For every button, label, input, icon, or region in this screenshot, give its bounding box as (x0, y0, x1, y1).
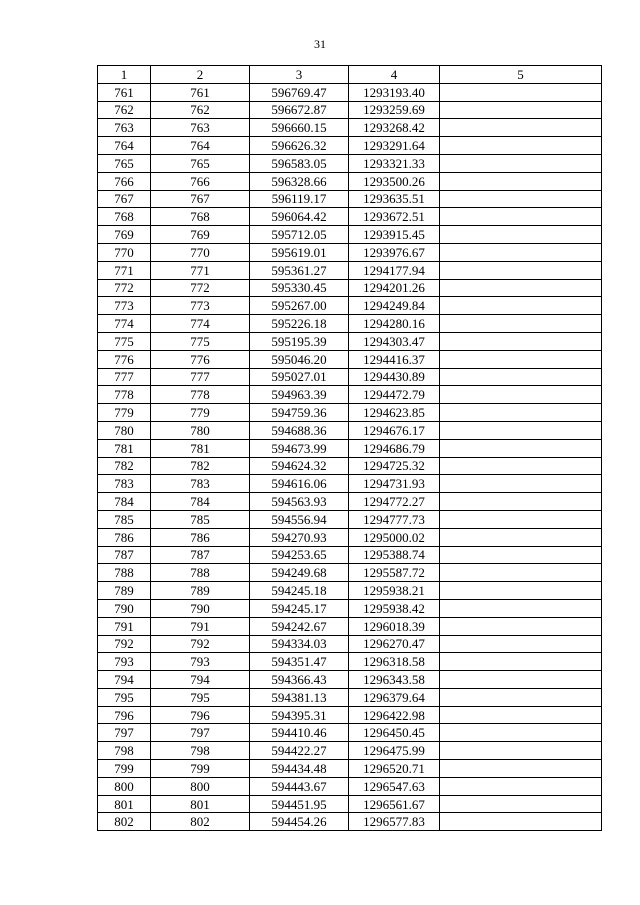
point-number-cell: 766 (98, 172, 151, 190)
table-row (98, 137, 602, 155)
y-coordinate-cell: 1294280.16 (349, 315, 440, 333)
point-number-cell: 775 (98, 332, 151, 350)
note-cell (440, 172, 602, 190)
point-number-cell: 798 (98, 742, 151, 760)
point-number-cell: 796 (98, 706, 151, 724)
note-cell (440, 261, 602, 279)
x-coordinate-cell: 594624.32 (250, 457, 349, 475)
table-row (98, 439, 602, 457)
point-id-cell: 785 (151, 510, 250, 528)
point-id-cell: 782 (151, 457, 250, 475)
point-id-cell: 766 (151, 172, 250, 190)
note-cell (440, 688, 602, 706)
x-coordinate-cell: 594381.13 (250, 688, 349, 706)
point-id-cell: 798 (151, 742, 250, 760)
x-coordinate-cell: 594443.67 (250, 777, 349, 795)
point-id-cell: 793 (151, 653, 250, 671)
point-number-cell: 782 (98, 457, 151, 475)
point-number-cell: 784 (98, 493, 151, 511)
y-coordinate-cell: 1296561.67 (349, 795, 440, 813)
x-coordinate-cell: 594616.06 (250, 475, 349, 493)
note-cell (440, 315, 602, 333)
note-cell (440, 243, 602, 261)
x-coordinate-cell: 594245.17 (250, 599, 349, 617)
table-row (98, 83, 602, 101)
point-number-cell: 776 (98, 350, 151, 368)
table-row (98, 777, 602, 795)
point-number-cell: 794 (98, 671, 151, 689)
column-header-3: 3 (250, 66, 349, 84)
table-row (98, 564, 602, 582)
table-row (98, 546, 602, 564)
table-row (98, 813, 602, 831)
y-coordinate-cell: 1293259.69 (349, 101, 440, 119)
table-row (98, 208, 602, 226)
note-cell (440, 617, 602, 635)
point-number-cell: 788 (98, 564, 151, 582)
y-coordinate-cell: 1294430.89 (349, 368, 440, 386)
y-coordinate-cell: 1293635.51 (349, 190, 440, 208)
table-row (98, 404, 602, 422)
y-coordinate-cell: 1293500.26 (349, 172, 440, 190)
note-cell (440, 635, 602, 653)
x-coordinate-cell: 594249.68 (250, 564, 349, 582)
y-coordinate-cell: 1296318.58 (349, 653, 440, 671)
y-coordinate-cell: 1294416.37 (349, 350, 440, 368)
point-number-cell: 765 (98, 154, 151, 172)
x-coordinate-cell: 594270.93 (250, 528, 349, 546)
note-cell (440, 795, 602, 813)
point-number-cell: 792 (98, 635, 151, 653)
note-cell (440, 226, 602, 244)
page-number: 31 (314, 37, 326, 51)
point-id-cell: 788 (151, 564, 250, 582)
note-cell (440, 599, 602, 617)
y-coordinate-cell: 1296450.45 (349, 724, 440, 742)
table-row (98, 190, 602, 208)
point-number-cell: 779 (98, 404, 151, 422)
y-coordinate-cell: 1294472.79 (349, 386, 440, 404)
y-coordinate-cell: 1294249.84 (349, 297, 440, 315)
x-coordinate-cell: 595267.00 (250, 297, 349, 315)
note-cell (440, 706, 602, 724)
x-coordinate-cell: 594759.36 (250, 404, 349, 422)
point-id-cell: 792 (151, 635, 250, 653)
point-id-cell: 795 (151, 688, 250, 706)
point-id-cell: 783 (151, 475, 250, 493)
point-number-cell: 773 (98, 297, 151, 315)
point-number-cell: 762 (98, 101, 151, 119)
table-row (98, 101, 602, 119)
table-row (98, 261, 602, 279)
column-header-4: 4 (349, 66, 440, 84)
point-id-cell: 800 (151, 777, 250, 795)
point-number-cell: 767 (98, 190, 151, 208)
y-coordinate-cell: 1296270.47 (349, 635, 440, 653)
point-id-cell: 777 (151, 368, 250, 386)
y-coordinate-cell: 1293321.33 (349, 154, 440, 172)
note-cell (440, 546, 602, 564)
y-coordinate-cell: 1294177.94 (349, 261, 440, 279)
point-id-cell: 789 (151, 582, 250, 600)
point-number-cell: 800 (98, 777, 151, 795)
point-id-cell: 786 (151, 528, 250, 546)
point-id-cell: 784 (151, 493, 250, 511)
point-number-cell: 769 (98, 226, 151, 244)
note-cell (440, 386, 602, 404)
x-coordinate-cell: 595226.18 (250, 315, 349, 333)
x-coordinate-cell: 594351.47 (250, 653, 349, 671)
point-id-cell: 768 (151, 208, 250, 226)
x-coordinate-cell: 595195.39 (250, 332, 349, 350)
point-id-cell: 797 (151, 724, 250, 742)
x-coordinate-cell: 594253.65 (250, 546, 349, 564)
point-id-cell: 763 (151, 119, 250, 137)
y-coordinate-cell: 1295388.74 (349, 546, 440, 564)
table-row (98, 493, 602, 511)
point-number-cell: 772 (98, 279, 151, 297)
table-row (98, 457, 602, 475)
point-number-cell: 768 (98, 208, 151, 226)
table-row (98, 742, 602, 760)
point-id-cell: 791 (151, 617, 250, 635)
point-id-cell: 801 (151, 795, 250, 813)
point-id-cell: 794 (151, 671, 250, 689)
x-coordinate-cell: 594563.93 (250, 493, 349, 511)
point-number-cell: 761 (98, 83, 151, 101)
y-coordinate-cell: 1296343.58 (349, 671, 440, 689)
y-coordinate-cell: 1293193.40 (349, 83, 440, 101)
point-number-cell: 780 (98, 421, 151, 439)
x-coordinate-cell: 594673.99 (250, 439, 349, 457)
point-id-cell: 769 (151, 226, 250, 244)
x-coordinate-cell: 594963.39 (250, 386, 349, 404)
x-coordinate-cell: 596769.47 (250, 83, 349, 101)
note-cell (440, 279, 602, 297)
note-cell (440, 742, 602, 760)
note-cell (440, 137, 602, 155)
point-number-cell: 802 (98, 813, 151, 831)
x-coordinate-cell: 596328.66 (250, 172, 349, 190)
y-coordinate-cell: 1296018.39 (349, 617, 440, 635)
y-coordinate-cell: 1293976.67 (349, 243, 440, 261)
table-row (98, 795, 602, 813)
note-cell (440, 119, 602, 137)
point-number-cell: 770 (98, 243, 151, 261)
point-id-cell: 762 (151, 101, 250, 119)
point-number-cell: 791 (98, 617, 151, 635)
point-id-cell: 790 (151, 599, 250, 617)
y-coordinate-cell: 1294676.17 (349, 421, 440, 439)
x-coordinate-cell: 594688.36 (250, 421, 349, 439)
note-cell (440, 83, 602, 101)
point-id-cell: 778 (151, 386, 250, 404)
column-header-1: 1 (98, 66, 151, 84)
point-number-cell: 799 (98, 760, 151, 778)
table-row (98, 671, 602, 689)
table-row (98, 421, 602, 439)
y-coordinate-cell: 1295938.42 (349, 599, 440, 617)
point-number-cell: 786 (98, 528, 151, 546)
point-number-cell: 795 (98, 688, 151, 706)
point-number-cell: 789 (98, 582, 151, 600)
point-id-cell: 767 (151, 190, 250, 208)
table-row (98, 386, 602, 404)
point-number-cell: 783 (98, 475, 151, 493)
point-number-cell: 777 (98, 368, 151, 386)
point-number-cell: 764 (98, 137, 151, 155)
y-coordinate-cell: 1295587.72 (349, 564, 440, 582)
point-id-cell: 761 (151, 83, 250, 101)
x-coordinate-cell: 596064.42 (250, 208, 349, 226)
y-coordinate-cell: 1293672.51 (349, 208, 440, 226)
point-number-cell: 793 (98, 653, 151, 671)
x-coordinate-cell: 596583.05 (250, 154, 349, 172)
table-row (98, 760, 602, 778)
header-row (98, 66, 602, 84)
note-cell (440, 297, 602, 315)
x-coordinate-cell: 594245.18 (250, 582, 349, 600)
point-number-cell: 778 (98, 386, 151, 404)
point-number-cell: 787 (98, 546, 151, 564)
table-row (98, 582, 602, 600)
point-id-cell: 775 (151, 332, 250, 350)
point-number-cell: 771 (98, 261, 151, 279)
x-coordinate-cell: 595712.05 (250, 226, 349, 244)
note-cell (440, 154, 602, 172)
table-row (98, 350, 602, 368)
y-coordinate-cell: 1293915.45 (349, 226, 440, 244)
y-coordinate-cell: 1294777.73 (349, 510, 440, 528)
note-cell (440, 101, 602, 119)
x-coordinate-cell: 595330.45 (250, 279, 349, 297)
x-coordinate-cell: 594422.27 (250, 742, 349, 760)
y-coordinate-cell: 1296475.99 (349, 742, 440, 760)
table-row (98, 243, 602, 261)
table-row (98, 724, 602, 742)
table-row (98, 528, 602, 546)
y-coordinate-cell: 1296379.64 (349, 688, 440, 706)
y-coordinate-cell: 1293268.42 (349, 119, 440, 137)
x-coordinate-cell: 596119.17 (250, 190, 349, 208)
point-number-cell: 781 (98, 439, 151, 457)
table-row (98, 226, 602, 244)
x-coordinate-cell: 594242.67 (250, 617, 349, 635)
column-header-2: 2 (151, 66, 250, 84)
table-body (98, 83, 602, 830)
x-coordinate-cell: 594395.31 (250, 706, 349, 724)
note-cell (440, 777, 602, 795)
note-cell (440, 528, 602, 546)
x-coordinate-cell: 594451.95 (250, 795, 349, 813)
x-coordinate-cell: 594410.46 (250, 724, 349, 742)
table-row (98, 172, 602, 190)
x-coordinate-cell: 594454.26 (250, 813, 349, 831)
table-header (98, 66, 602, 84)
point-id-cell: 776 (151, 350, 250, 368)
y-coordinate-cell: 1296577.83 (349, 813, 440, 831)
table-row (98, 315, 602, 333)
note-cell (440, 475, 602, 493)
point-id-cell: 802 (151, 813, 250, 831)
note-cell (440, 457, 602, 475)
note-cell (440, 421, 602, 439)
point-number-cell: 797 (98, 724, 151, 742)
table-row (98, 368, 602, 386)
note-cell (440, 368, 602, 386)
y-coordinate-cell: 1294201.26 (349, 279, 440, 297)
note-cell (440, 350, 602, 368)
y-coordinate-cell: 1294303.47 (349, 332, 440, 350)
table-row (98, 510, 602, 528)
y-coordinate-cell: 1296520.71 (349, 760, 440, 778)
point-id-cell: 773 (151, 297, 250, 315)
note-cell (440, 760, 602, 778)
note-cell (440, 208, 602, 226)
x-coordinate-cell: 596660.15 (250, 119, 349, 137)
y-coordinate-cell: 1294686.79 (349, 439, 440, 457)
note-cell (440, 493, 602, 511)
note-cell (440, 724, 602, 742)
point-number-cell: 801 (98, 795, 151, 813)
table-row (98, 475, 602, 493)
x-coordinate-cell: 596626.32 (250, 137, 349, 155)
x-coordinate-cell: 595361.27 (250, 261, 349, 279)
point-number-cell: 785 (98, 510, 151, 528)
table-row (98, 617, 602, 635)
note-cell (440, 813, 602, 831)
point-id-cell: 781 (151, 439, 250, 457)
y-coordinate-cell: 1294623.85 (349, 404, 440, 422)
point-id-cell: 764 (151, 137, 250, 155)
note-cell (440, 439, 602, 457)
point-id-cell: 796 (151, 706, 250, 724)
table-row (98, 279, 602, 297)
y-coordinate-cell: 1295938.21 (349, 582, 440, 600)
note-cell (440, 582, 602, 600)
point-id-cell: 774 (151, 315, 250, 333)
y-coordinate-cell: 1294772.27 (349, 493, 440, 511)
x-coordinate-cell: 594366.43 (250, 671, 349, 689)
point-id-cell: 770 (151, 243, 250, 261)
y-coordinate-cell: 1295000.02 (349, 528, 440, 546)
point-number-cell: 774 (98, 315, 151, 333)
x-coordinate-cell: 596672.87 (250, 101, 349, 119)
point-number-cell: 790 (98, 599, 151, 617)
x-coordinate-cell: 595619.01 (250, 243, 349, 261)
table-row (98, 119, 602, 137)
note-cell (440, 190, 602, 208)
note-cell (440, 332, 602, 350)
y-coordinate-cell: 1296547.63 (349, 777, 440, 795)
table-row (98, 154, 602, 172)
table-row (98, 688, 602, 706)
table-row (98, 599, 602, 617)
point-id-cell: 765 (151, 154, 250, 172)
point-id-cell: 787 (151, 546, 250, 564)
note-cell (440, 671, 602, 689)
x-coordinate-cell: 595046.20 (250, 350, 349, 368)
table-row (98, 653, 602, 671)
point-id-cell: 779 (151, 404, 250, 422)
y-coordinate-cell: 1296422.98 (349, 706, 440, 724)
x-coordinate-cell: 594434.48 (250, 760, 349, 778)
y-coordinate-cell: 1293291.64 (349, 137, 440, 155)
point-id-cell: 772 (151, 279, 250, 297)
note-cell (440, 510, 602, 528)
point-id-cell: 780 (151, 421, 250, 439)
y-coordinate-cell: 1294731.93 (349, 475, 440, 493)
x-coordinate-cell: 594334.03 (250, 635, 349, 653)
point-id-cell: 799 (151, 760, 250, 778)
x-coordinate-cell: 594556.94 (250, 510, 349, 528)
y-coordinate-cell: 1294725.32 (349, 457, 440, 475)
table-row (98, 706, 602, 724)
point-number-cell: 763 (98, 119, 151, 137)
point-id-cell: 771 (151, 261, 250, 279)
note-cell (440, 564, 602, 582)
note-cell (440, 404, 602, 422)
coordinates-table (97, 65, 602, 831)
table-row (98, 297, 602, 315)
x-coordinate-cell: 595027.01 (250, 368, 349, 386)
note-cell (440, 653, 602, 671)
table-row (98, 635, 602, 653)
column-header-5: 5 (440, 66, 602, 84)
table-row (98, 332, 602, 350)
